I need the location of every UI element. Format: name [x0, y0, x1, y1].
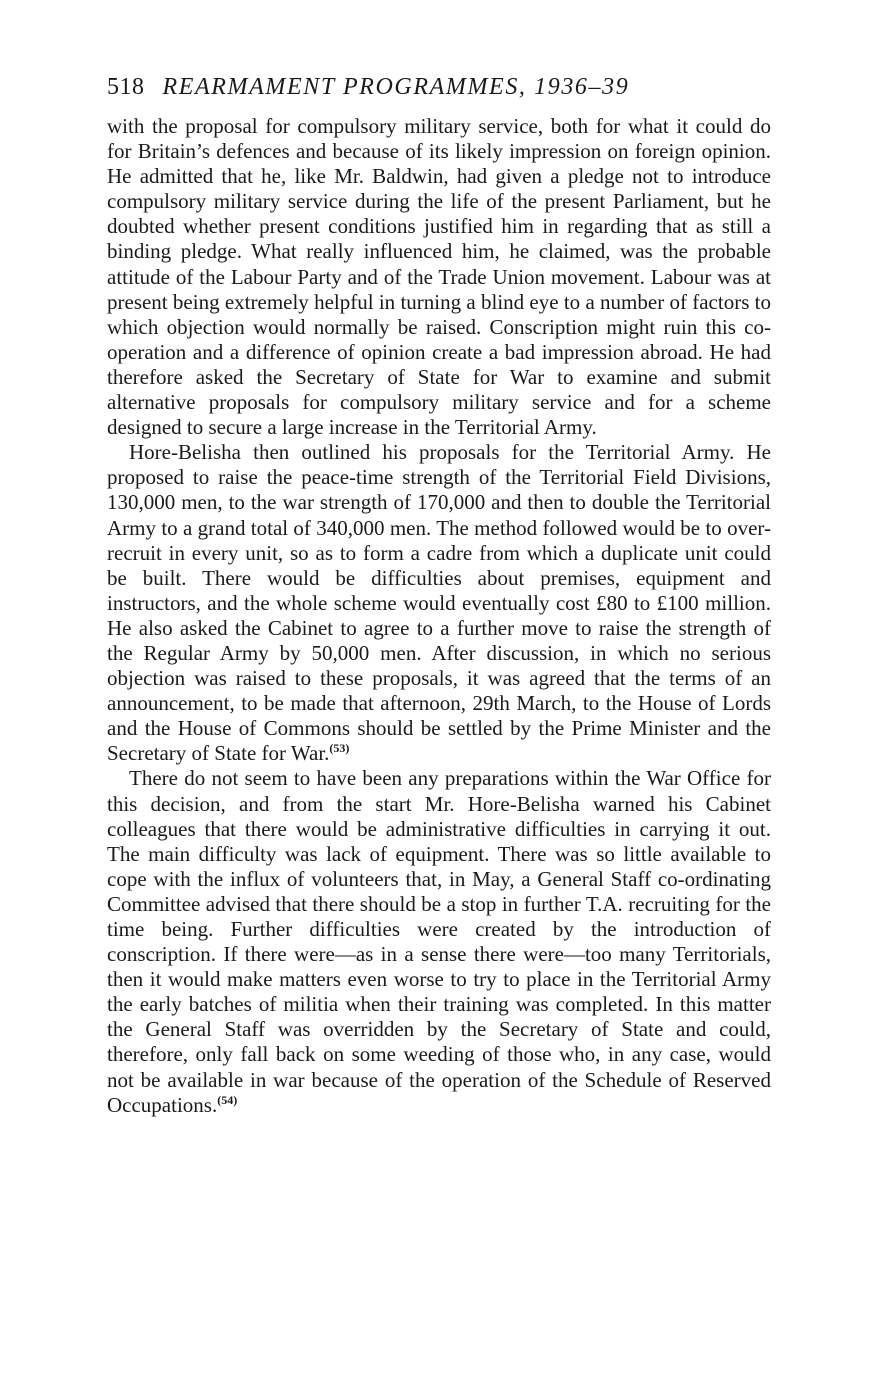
paragraph-territorial-proposals [107, 440, 771, 766]
running-head [107, 72, 771, 106]
body-text [107, 114, 771, 1118]
book-page [107, 72, 771, 1118]
paragraph-administrative-difficulties [107, 766, 771, 1117]
paragraph-continuation [107, 114, 771, 440]
footnote-reference: (53) [329, 741, 350, 756]
paragraph-text: with the proposal for compulsory military service, both for what it could do for Britain’s defences and because of its likely impression on foreign opinion. He admitted that he, like Mr. Baldwin, had given a pledge not to introduce compulsory military service during the life of the present Parliament, but he doubted whether present conditions justified him in regarding that as still a binding pledge. What really influenced him, he claimed, was the probable attitude of the Labour Party and of the Trade Union movement. Labour was at present being extremely helpful in turning a blind eye to a number of factors to which objection would normally be raised. Conscription might ruin this co-operation and a difference of opinion create a bad impression abroad. He had therefore asked the Secretary of State for War to examine and submit alternative proposals for compulsory military service and for a scheme designed to secure a large increase in the Territorial Army. [107, 114, 771, 440]
footnote-reference: (54) [217, 1092, 238, 1107]
paragraph-text: Hore-Belisha then outlined his proposals for the Territorial Army. He proposed to raise the peace-time strength of the Territorial Field Divisions, 130,000 men, to the war strength of 170,000 and then to double the Territorial Army to a grand total of 340,000 men. The method followed would be to over-recruit in every unit, so as to form a cadre from which a duplicate unit could be built. There would be difficulties about premises, equipment and instructors, and the whole scheme would eventually cost £80 to £100 million. He also asked the Cabinet to agree to a further move to raise the strength of the Regular Army by 50,000 men. After discussion, in which no serious objection was raised to these proposals, it was agreed that the terms of an announcement, to be made that afternoon, 29th March, to the House of Lords and the House of Commons should be settled by the Prime Minister and the Secretary of State for War. [107, 440, 771, 766]
paragraph-text: There do not seem to have been any preparations within the War Office for this decision, and from the start Mr. Hore-Belisha warned his Cabinet colleagues that there would be administrative difficulties in carrying it out. The main difficulty was lack of equipment. There was so little available to cope with the influx of volunteers that, in May, a General Staff co-ordinating Committee advised that there should be a stop in further T.A. recruiting for the time being. Further difficulties were created by the introduction of conscription. If there were—as in a sense there were—too many Territorials, then it would make matters even worse to try to place in the Territorial Army the early batches of militia when their training was completed. In this matter the General Staff was overridden by the Secretary of State and could, therefore, only fall back on some weeding of those who, in any case, would not be available in war because of the operation of the Schedule of Reserved Occupations. [107, 766, 771, 1117]
page-number: 518 [107, 74, 145, 100]
running-title: REARMAMENT PROGRAMMES, 1936–39 [162, 74, 630, 100]
